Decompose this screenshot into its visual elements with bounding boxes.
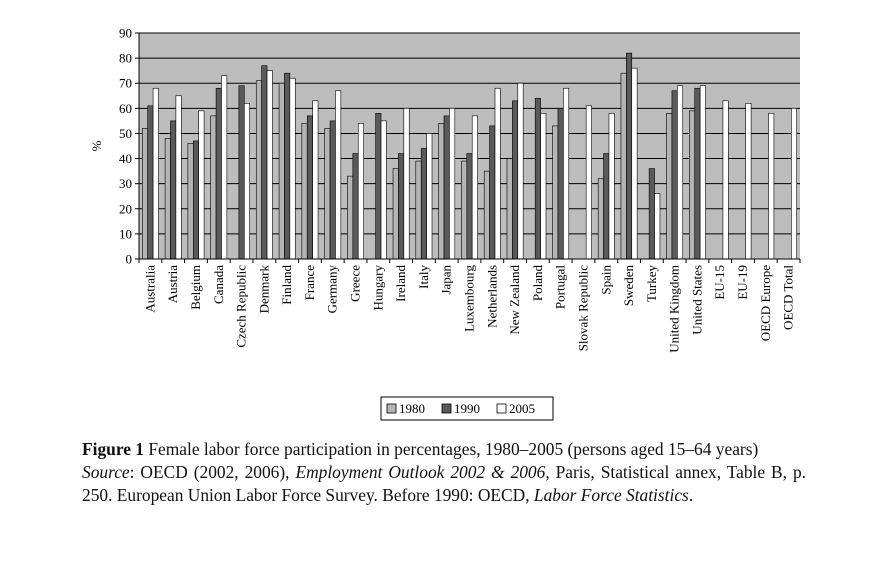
bar-2005 <box>723 101 728 259</box>
bar-1990 <box>467 154 472 259</box>
bar-2005 <box>290 78 295 259</box>
bar-1980 <box>393 169 398 259</box>
legend-swatch-1990 <box>442 404 451 413</box>
bar-1990 <box>239 86 244 259</box>
legend-label-1980: 1980 <box>399 401 425 416</box>
bar-2005 <box>335 91 340 259</box>
y-tick-label: 40 <box>119 151 132 167</box>
bar-2005 <box>176 96 181 259</box>
bar-2005 <box>199 111 204 259</box>
bar-2005 <box>221 76 226 259</box>
x-tick-label: United Kingdom <box>666 265 682 353</box>
bar-1980 <box>142 128 147 259</box>
legend-swatch-2005 <box>497 404 506 413</box>
bar-1980 <box>689 111 694 259</box>
figure-text: Female labor force participation in percentages, 1980–2005 (persons aged 15–64 years) <box>144 439 759 459</box>
source-part1: : OECD (2002, 2006), <box>129 462 296 482</box>
bar-1980 <box>667 113 672 259</box>
x-tick-label: Hungary <box>370 265 386 311</box>
bar-2005 <box>381 121 386 259</box>
figure-caption <box>82 438 806 507</box>
x-tick-label: United States <box>689 265 705 335</box>
bar-2005 <box>586 106 591 259</box>
bar-1990 <box>193 141 198 259</box>
y-tick-label: 10 <box>119 226 132 242</box>
bar-1990 <box>444 116 449 259</box>
x-tick-label: Netherlands <box>484 265 500 328</box>
x-tick-label: Luxembourg <box>461 265 477 332</box>
bar-2005 <box>313 101 318 259</box>
bar-1980 <box>347 176 352 259</box>
legend-label-2005: 2005 <box>509 401 535 416</box>
x-tick-label: Germany <box>324 265 340 314</box>
bar-2005 <box>267 71 272 259</box>
bar-2005 <box>791 108 796 259</box>
x-tick-label: Belgium <box>187 265 203 310</box>
source-end: . <box>688 485 694 505</box>
bar-1990 <box>170 121 175 259</box>
x-tick-label: EU-15 <box>712 265 728 300</box>
bar-2005 <box>677 86 682 259</box>
bar-1980 <box>461 161 466 259</box>
bar-1980 <box>484 171 489 259</box>
x-tick-label: Greece <box>347 265 363 302</box>
x-tick-label: Japan <box>438 265 454 295</box>
y-tick-label: 20 <box>119 201 132 217</box>
bar-2005 <box>495 88 500 259</box>
bar-1990 <box>262 66 267 259</box>
x-tick-label: Denmark <box>256 265 272 314</box>
bar-2005 <box>404 108 409 259</box>
bar-2005 <box>427 133 432 259</box>
bar-1990 <box>695 88 700 259</box>
x-tick-label: Austria <box>165 265 181 304</box>
bar-1990 <box>649 169 654 259</box>
bar-1980 <box>553 126 558 259</box>
bar-1980 <box>302 123 307 259</box>
source-title: Employment Outlook 2002 & 2006 <box>295 462 546 482</box>
bar-2005 <box>153 88 158 259</box>
caption-source <box>82 461 806 507</box>
bar-1990 <box>672 91 677 259</box>
y-tick-label: 90 <box>119 25 132 41</box>
y-tick-label: 80 <box>119 50 132 66</box>
bar-1990 <box>512 101 517 259</box>
bar-1990 <box>604 154 609 259</box>
bar-2005 <box>518 83 523 259</box>
legend-label-1990: 1990 <box>454 401 480 416</box>
bar-1980 <box>188 143 193 259</box>
y-tick-label: 60 <box>119 100 132 116</box>
x-tick-label: Australia <box>142 265 158 313</box>
legend-swatch-1980 <box>387 404 396 413</box>
bar-1990 <box>398 154 403 259</box>
bar-1980 <box>507 159 512 259</box>
bar-2005 <box>472 116 477 259</box>
bar-2005 <box>449 108 454 259</box>
bar-2005 <box>541 113 546 259</box>
bar-2005 <box>563 88 568 259</box>
y-tick-label: 0 <box>125 251 132 267</box>
bar-2005 <box>609 113 614 259</box>
bar-1980 <box>165 138 170 259</box>
bar-1980 <box>416 161 421 259</box>
bar-2005 <box>700 86 705 259</box>
bar-1990 <box>148 106 153 259</box>
bar-2005 <box>746 103 751 259</box>
bar-1980 <box>211 116 216 259</box>
x-tick-label: Ireland <box>393 265 409 302</box>
x-tick-label: Czech Republic <box>233 265 249 348</box>
legend <box>381 397 553 420</box>
bar-1980 <box>439 123 444 259</box>
x-tick-label: Portugal <box>552 265 568 310</box>
x-tick-label: Poland <box>529 265 545 302</box>
y-axis-label: % <box>89 140 104 152</box>
bar-1980 <box>598 179 603 259</box>
bar-1990 <box>535 98 540 259</box>
bar-1990 <box>421 149 426 259</box>
x-tick-label: Sweden <box>621 265 637 307</box>
y-tick-label: 70 <box>119 75 132 91</box>
source-label: Source <box>82 462 130 482</box>
bar-1990 <box>216 88 221 259</box>
x-tick-label: OECD Total <box>780 265 796 330</box>
x-axis-labels <box>139 259 800 353</box>
y-tick-label: 50 <box>119 125 132 141</box>
bar-1980 <box>325 128 330 259</box>
figure-label: Figure 1 <box>82 439 144 459</box>
bar-1990 <box>376 113 381 259</box>
bar-2005 <box>769 113 774 259</box>
bar-2005 <box>632 68 637 259</box>
bar-2005 <box>655 194 660 259</box>
x-tick-label: France <box>301 265 317 301</box>
x-tick-label: Italy <box>415 265 431 289</box>
bar-2005 <box>358 123 363 259</box>
bar-1980 <box>279 83 284 259</box>
x-tick-label: Slovak Republic <box>575 265 591 352</box>
bar-1990 <box>330 121 335 259</box>
bar-1990 <box>490 126 495 259</box>
y-tick-label: 30 <box>119 176 132 192</box>
caption-title <box>82 438 806 461</box>
x-tick-label: Turkey <box>643 265 659 303</box>
source-title2: Labor Force Statistics <box>533 485 689 505</box>
x-tick-label: OECD Europe <box>757 265 773 342</box>
x-tick-label: EU-19 <box>735 265 751 300</box>
bar-1990 <box>353 154 358 259</box>
y-axis-ticks <box>119 26 139 267</box>
bar-1980 <box>256 81 261 259</box>
bar-1990 <box>284 73 289 259</box>
bar-1990 <box>626 53 631 259</box>
x-tick-label: Finland <box>279 265 295 305</box>
bar-1990 <box>307 116 312 259</box>
bar-1990 <box>558 108 563 259</box>
source-part2: , Paris, Statistical annex, Table B, p. 250. European Union Labor Force Survey. Before 1990: OECD, <box>82 462 806 505</box>
x-tick-label: Canada <box>210 265 226 304</box>
bar-2005 <box>244 103 249 259</box>
bar-1980 <box>621 73 626 259</box>
x-tick-label: New Zealand <box>507 265 523 335</box>
x-tick-label: Spain <box>598 265 614 295</box>
